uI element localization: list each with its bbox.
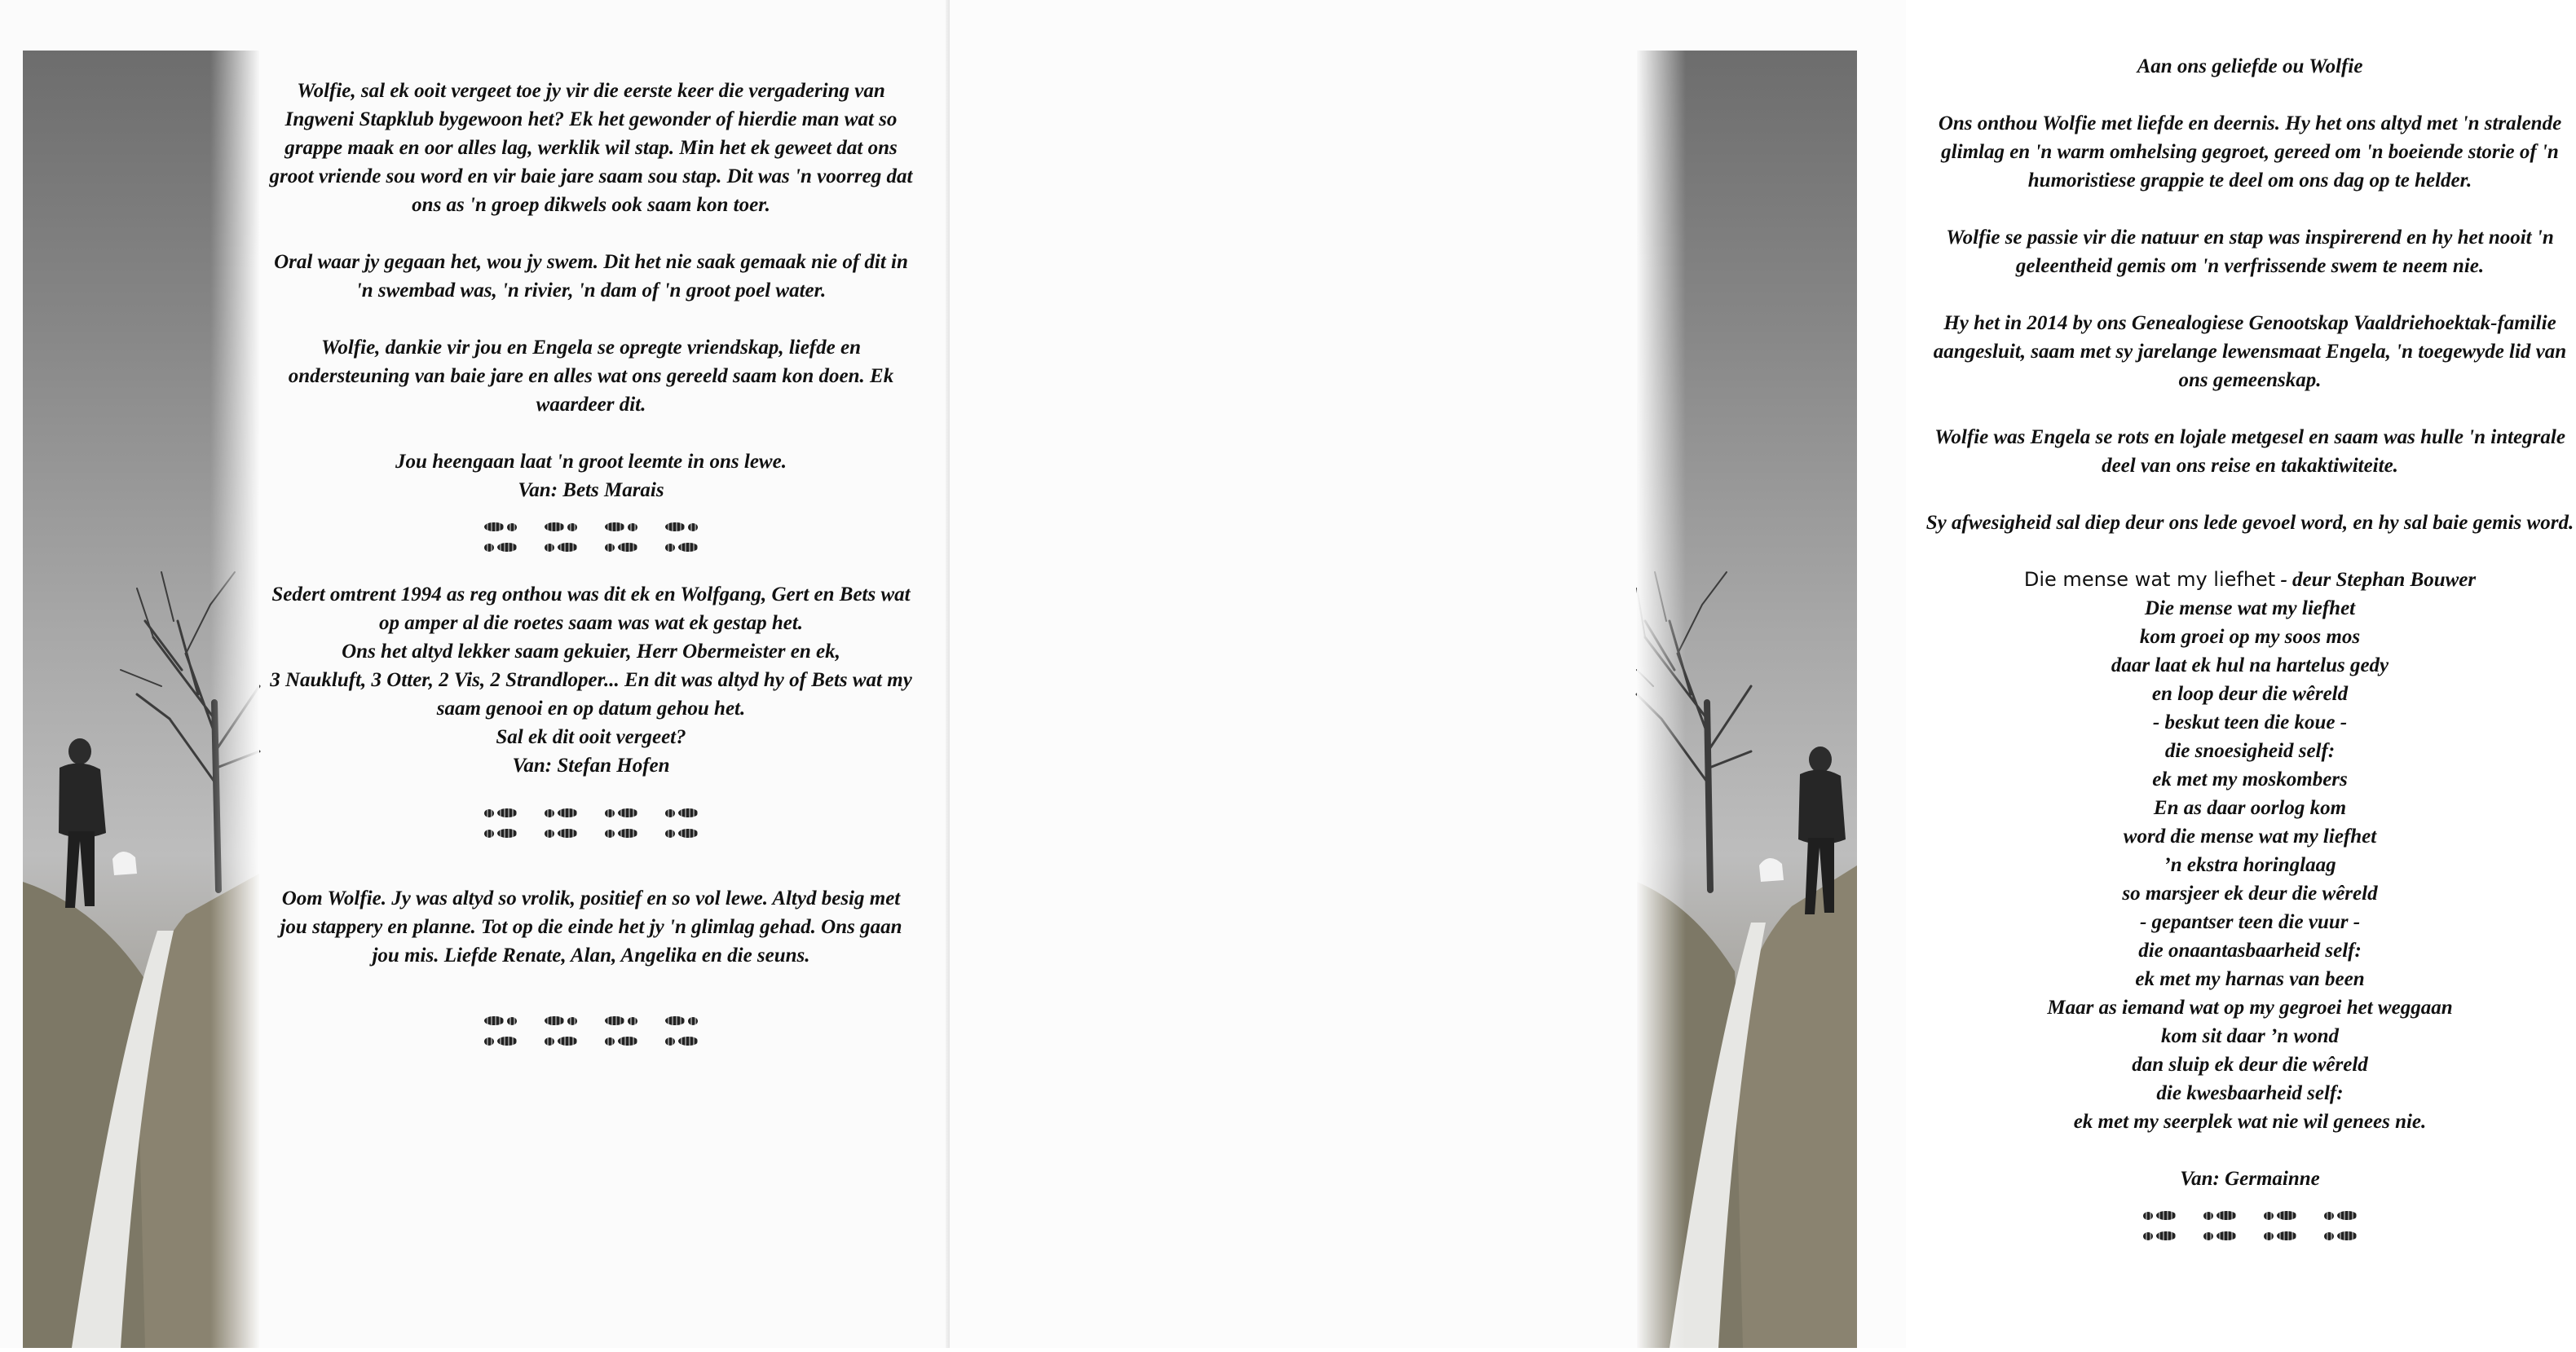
poem-line: en loop deur die wêreld [2151,683,2349,705]
walking-man-figure [59,738,137,908]
tribute-stefan-line-4: Sal ek dit ooit vergeet? [496,726,686,748]
poem-line: - beskut teen die koue - [2152,711,2348,733]
memorial-paragraph-3: Hy het in 2014 by ons Genealogiese Genootskap Vaaldriehoektak-familie aangesluit, saam met sy jarelange lewensmaat Engela, 'n toegewyde lid van ons gemeenskap. [1933,312,2567,391]
walking-man-photo-strip [23,51,259,1348]
poem-line: kom sit daar ’n wond [2160,1025,2340,1047]
tribute-stefan-line-2: Ons het altyd lekker saam gekuier, Herr Obermeister en ek, [342,641,840,663]
footprints-icon [269,1016,913,1046]
footprints-icon [269,808,913,838]
poem-heading [1924,566,2576,594]
tribute-bets-signature: Van: Bets Marais [518,479,664,501]
memorial-paragraph-4: Wolfie was Engela se rots en lojale metgesel en saam was hulle 'n integrale deel van ons reise en takaktiwiteite. [1934,426,2565,477]
tribute-bets-paragraph-2: Oral waar jy gegaan het, wou jy swem. Dit het nie saak gemaak nie of dit in 'n swembad was, 'n rivier, 'n dam of 'n groot poel water. [274,251,908,302]
poem-line: Maar as iemand wat op my gegroei het weggaan [2047,997,2453,1019]
walking-man-figure [1759,746,1846,914]
tribute-bets-paragraph-4: Jou heengaan laat 'n groot leemte in ons lewe. [395,451,787,473]
tribute-bets-paragraph-3: Wolfie, dankie vir jou en Engela se opregte vriendskap, liefde en ondersteuning van baie jare en alles wat ons gereeld saam kon doen. Ek waardeer dit. [288,337,894,416]
tribute-bets-paragraph-1: Wolfie, sal ek ooit vergeet toe jy vir die eerste keer die vergadering van Ingweni Stapklub bygewoon het? Ek het gewonder of hierdie man wat so grappe maak en oor alles lag, werklik wil stap. Min het ek geweet dat ons groot vriende sou word en vir baie jare saam sou stap. Dit was 'n voorreg dat ons as 'n groep dikwels ook saam kon toer. [269,80,913,216]
left-page [0,0,950,1348]
right-text-column [1924,52,2576,1240]
walking-man-photo-strip [1637,51,1857,1348]
footprints-icon [269,522,913,552]
footprints-icon [1924,1211,2576,1240]
page-title: Aan ons geliefde ou Wolfie [2137,55,2363,77]
poem-title: Die mense wat my liefhet [2023,568,2276,591]
poem-line: die snoesigheid self: [2164,740,2336,762]
poem-line: dan sluip ek deur die wêreld [2132,1054,2368,1076]
poem-lines [1924,594,2576,1136]
poem-line: daar laat ek hul na hartelus gedy [2111,654,2389,676]
tribute-stefan-signature: Van: Stefan Hofen [512,755,670,777]
poem-signature: Van: Germainne [2180,1168,2320,1190]
poem-line: kom groei op my soos mos [2139,626,2361,648]
poem-line: En as daar oorlog kom [2153,797,2347,819]
poem-line: ek met my seerplek wat nie wil genees nie. [2073,1111,2427,1133]
poem-line: Die mense wat my liefhet [2144,597,2356,619]
poem-author: - deur Stephan Bouwer [2275,569,2477,591]
poem-line: ’n ekstra horinglaag [2164,854,2336,876]
poem-line: die onaantasbaarheid self: [2138,940,2362,962]
memorial-paragraph-5: Sy afwesigheid sal diep deur ons lede gevoel word, en hy sal baie gemis word. [1925,512,2574,534]
poem-line: die kwesbaarheid self: [2156,1082,2344,1104]
tribute-renate-text: Oom Wolfie. Jy was altyd so vrolik, positief en so vol lewe. Altyd besig met jou stappery en planne. Tot op die einde het jy 'n glimlag gehad. Ons gaan jou mis. Liefde Renate, Alan, Angelika en die seuns. [280,887,902,967]
tribute-stefan-line-3: 3 Naukluft, 3 Otter, 2 Vis, 2 Strandloper... En dit was altyd hy of Bets wat my saam genooi en op datum gehou het. [270,669,912,720]
poem-line: ek met my harnas van been [2135,968,2365,990]
poem-line: ek met my moskombers [2152,768,2348,791]
left-text-column [269,77,913,1046]
poem-line: so marsjeer ek deur die wêreld [2122,883,2378,905]
memorial-paragraph-2: Wolfie se passie vir die natuur en stap was inspirerend en hy het nooit 'n geleentheid gemis om 'n verfrissende swem te neem nie. [1946,227,2554,277]
memorial-paragraph-1: Ons onthou Wolfie met liefde en deernis. Hy het ons altyd met 'n stralende glimlag en 'n warm omhelsing gegroet, gereed om 'n boeiende storie of 'n humoristiese grappie te deel om ons dag op te helder. [1938,112,2562,192]
poem-line: - gepantser teen die vuur - [2139,911,2361,933]
poem-line: word die mense wat my liefhet [2123,826,2377,848]
right-page [950,0,2574,1348]
tribute-stefan-line-1: Sedert omtrent 1994 as reg onthou was dit ek en Wolfgang, Gert en Bets wat op amper al die roetes saam was wat ek gestap het. [271,584,911,634]
